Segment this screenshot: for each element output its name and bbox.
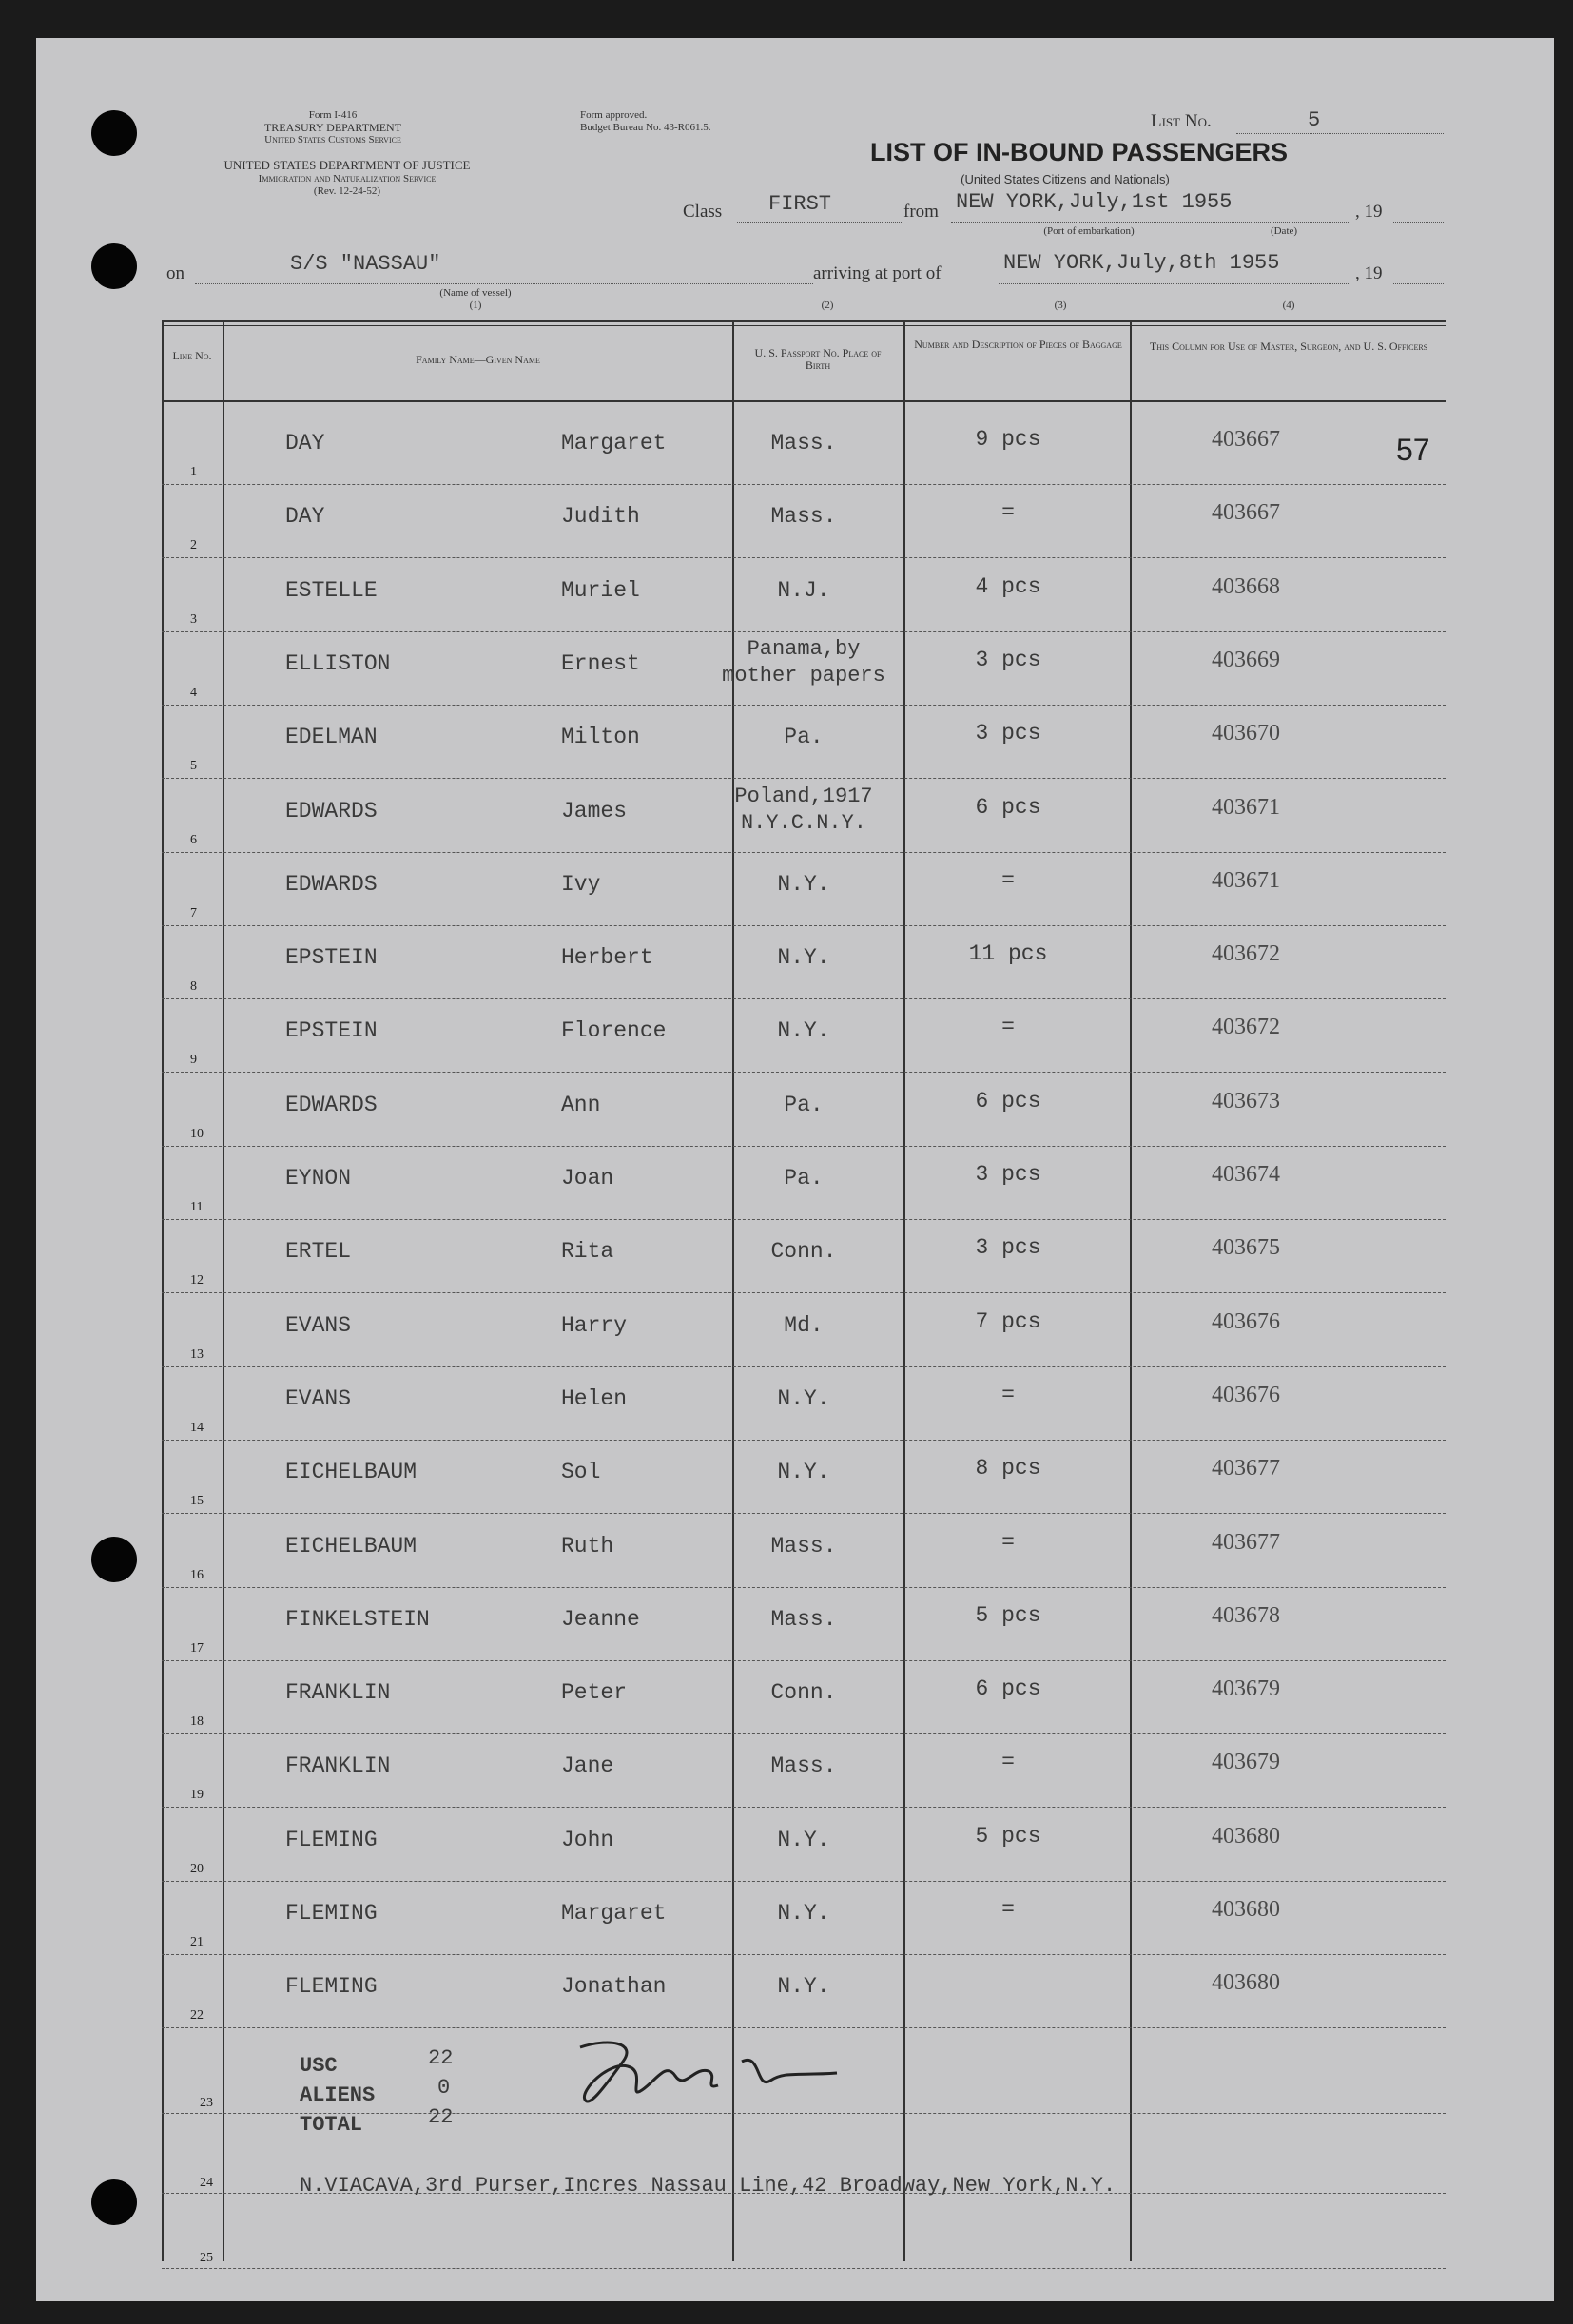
family-name: ESTELLE [285,578,378,603]
row-rule [162,998,1446,999]
col4-num: (4) [1282,300,1295,311]
officer-number: 403668 [1212,574,1280,599]
table-row [162,1296,1446,1369]
baggage-count: = [1001,1015,1015,1039]
table-row [162,1590,1446,1663]
place-of-birth: Mass. [770,431,837,455]
baggage-count: 11 pcs [968,941,1048,966]
family-name: FLEMING [285,1901,378,1926]
baggage-count: 3 pcs [975,721,1041,746]
baggage-count: = [1001,500,1015,525]
vessel-dots [195,283,813,284]
table-row [162,1811,1446,1884]
officer-number: 403669 [1212,648,1280,672]
officer-number: 403677 [1212,1530,1280,1555]
line-number: 11 [190,1200,204,1214]
baggage-count: = [1001,868,1015,893]
given-name: Florence [561,1018,667,1043]
treasury-dept: TREASURY DEPARTMENT [263,121,402,134]
from-dots [951,222,1350,223]
place-of-birth: Poland,1917 N.Y.C.N.Y. [734,784,873,835]
baggage-count: 3 pcs [975,1162,1041,1187]
officer-number: 403676 [1212,1309,1280,1334]
officer-number: 403680 [1212,1970,1280,1995]
header-bottom-rule [162,400,1446,402]
row-rule [162,1513,1446,1514]
col1-num: (1) [469,300,482,311]
line-number: 23 [200,2096,213,2110]
line-number: 8 [190,979,197,994]
place-of-birth: N.Y. [777,1018,830,1043]
class-dots [737,222,903,223]
place-of-birth: Pa. [784,1166,824,1191]
row-rule [162,925,1446,926]
row-rule [162,1660,1446,1661]
place-of-birth: N.Y. [777,1386,830,1411]
baggage-count: 5 pcs [975,1824,1041,1849]
page-mark: 57 [1396,433,1430,467]
line-number: 1 [190,465,197,479]
table-row [162,1957,1446,2030]
place-of-birth: N.Y. [777,1460,830,1484]
officer-number: 403679 [1212,1750,1280,1774]
row-rule [162,2268,1446,2269]
arriving-year: , 19 [1355,263,1383,283]
line-number: 22 [190,2008,204,2023]
place-of-birth: N.Y. [777,1828,830,1852]
place-of-birth: Pa. [784,1093,824,1117]
row-rule [162,778,1446,779]
line-number: 14 [190,1421,204,1435]
given-name: Ruth [561,1534,614,1559]
officer-number: 403671 [1212,795,1280,820]
baggage-count: = [1001,1383,1015,1407]
family-name: FRANKLIN [285,1753,391,1778]
table-row [162,1075,1446,1149]
officer-number: 403667 [1212,500,1280,525]
punch-hole [91,2179,137,2225]
col3-num: (3) [1054,300,1067,311]
table-row [162,1443,1446,1516]
place-of-birth: Conn. [770,1680,837,1705]
line-number: 5 [190,759,197,773]
family-name: FLEMING [285,1974,378,1999]
line-number: 17 [190,1641,204,1656]
baggage-count: 3 pcs [975,1235,1041,1260]
given-name: Muriel [561,578,640,603]
date-caption: (Date) [1270,225,1298,237]
table-row [162,487,1446,560]
officer-number: 403676 [1212,1383,1280,1407]
given-name: Jonathan [561,1974,667,1999]
family-name: EVANS [285,1386,352,1411]
class-value: FIRST [768,192,832,216]
officer-number: 403677 [1212,1456,1280,1481]
row-rule [162,705,1446,706]
line-number: 4 [190,686,197,700]
family-name: EPSTEIN [285,945,378,970]
table-row [162,561,1446,634]
form-number: Form I-416 [308,109,358,121]
baggage-count: = [1001,1530,1015,1555]
place-of-birth: Mass. [770,1607,837,1632]
baggage-count: 3 pcs [975,648,1041,672]
officer-number: 403672 [1212,941,1280,966]
officer-number: 403667 [1212,427,1280,452]
officer-number: 403671 [1212,868,1280,893]
line-number: 6 [190,833,197,847]
table-top-rule [162,320,1446,322]
place-of-birth: N.Y. [777,945,830,970]
officer-number: 403680 [1212,1897,1280,1922]
arriving-label: arriving at port of [813,263,942,283]
line-number: 25 [200,2251,213,2265]
table-row [162,1222,1446,1295]
officer-number: 403675 [1212,1235,1280,1260]
given-name: Milton [561,725,640,749]
row-rule [162,1146,1446,1147]
row-rule [162,1219,1446,1220]
punch-hole [91,243,137,289]
given-name: Ivy [561,872,601,897]
revision: (Rev. 12-24-52) [313,185,381,197]
punch-hole [91,110,137,156]
place-of-birth: N.Y. [777,1901,830,1926]
family-name: EPSTEIN [285,1018,378,1043]
family-name: ERTEL [285,1239,352,1264]
line-number: 7 [190,906,197,920]
family-name: EDWARDS [285,1093,378,1117]
usc-value: 22 [428,2046,454,2070]
list-number: 5 [1308,108,1321,132]
row-rule [162,631,1446,632]
line-number: 3 [190,612,197,627]
family-name: DAY [285,431,325,455]
given-name: Jane [561,1753,614,1778]
table-row [162,1736,1446,1810]
baggage-count: 9 pcs [975,427,1041,452]
family-name: EDELMAN [285,725,378,749]
given-name: Helen [561,1386,628,1411]
place-of-birth: Conn. [770,1239,837,1264]
place-of-birth: Mass. [770,1753,837,1778]
baggage-count: 6 pcs [975,1676,1041,1701]
given-name: Peter [561,1680,628,1705]
table-row [162,1663,1446,1736]
baggage-count: 6 pcs [975,795,1041,820]
officer-number: 403679 [1212,1676,1280,1701]
given-name: Jeanne [561,1607,640,1632]
baggage-count: 6 pcs [975,1089,1041,1114]
given-name: Margaret [561,1901,667,1926]
place-of-birth: Mass. [770,504,837,529]
given-name: Sol [561,1460,601,1484]
list-dots [1236,133,1444,134]
table-row [162,1884,1446,1957]
family-name: EICHELBAUM [285,1460,418,1484]
aliens-value: 0 [437,2076,451,2100]
purser-line: N.VIACAVA,3rd Purser,Incres Nassau Line,42 Broadway,New York,N.Y. [300,2174,1117,2198]
table-row [162,782,1446,855]
given-name: John [561,1828,614,1852]
vessel-caption: (Name of vessel) [439,287,512,299]
table-row [162,707,1446,781]
table-row [162,634,1446,707]
family-name: DAY [285,504,325,529]
officer-number: 403674 [1212,1162,1280,1187]
line-number: 12 [190,1273,204,1288]
header-name: Family Name—Given Name [416,353,540,366]
officer-number: 403678 [1212,1603,1280,1628]
signature [552,2024,875,2128]
officer-number: 403670 [1212,721,1280,746]
family-name: FLEMING [285,1828,378,1852]
line-number: 2 [190,538,197,552]
row-rule [162,1072,1446,1073]
customs-service: United States Customs Service [264,134,401,145]
table-row [162,414,1446,487]
header-line: Line No. [172,349,212,362]
row-rule [162,1587,1446,1588]
baggage-count: 8 pcs [975,1456,1041,1481]
from-label: from [903,202,939,222]
arriving-value: NEW YORK,July,8th 1955 [1003,251,1280,275]
line-number: 24 [200,2176,213,2190]
place-of-birth: N.J. [777,578,830,603]
baggage-count: 4 pcs [975,574,1041,599]
header-officers: This Column for Use of Master, Surgeon, and U. S. Officers [1149,339,1428,353]
row-rule [162,1733,1446,1734]
year-dots [1393,283,1444,284]
punch-hole [91,1537,137,1582]
baggage-count: = [1001,1750,1015,1774]
row-rule [162,1954,1446,1955]
from-value: NEW YORK,July,1st 1955 [956,190,1233,214]
document-subtitle: (United States Citizens and Nationals) [961,172,1170,186]
family-name: ELLISTON [285,651,391,676]
line-number: 21 [190,1935,204,1949]
given-name: Margaret [561,431,667,455]
given-name: Harry [561,1313,628,1338]
officer-number: 403680 [1212,1824,1280,1849]
justice-dept: UNITED STATES DEPARTMENT OF JUSTICE [223,158,471,172]
officer-number: 403672 [1212,1015,1280,1039]
family-name: EDWARDS [285,872,378,897]
table-row [162,928,1446,1001]
row-rule [162,1440,1446,1441]
vessel-name: S/S "NASSAU" [290,252,441,276]
line-number: 15 [190,1494,204,1508]
baggage-count: 5 pcs [975,1603,1041,1628]
family-name: FRANKLIN [285,1680,391,1705]
line-number: 16 [190,1568,204,1582]
form-approved: Form approved. [580,109,648,121]
row-rule [162,484,1446,485]
family-name: EYNON [285,1166,352,1191]
family-name: EVANS [285,1313,352,1338]
line-number: 20 [190,1862,204,1876]
table-row [162,1369,1446,1443]
table-row [162,1149,1446,1222]
given-name: Joan [561,1166,614,1191]
given-name: Ann [561,1093,601,1117]
officer-number: 403673 [1212,1089,1280,1114]
baggage-count: = [1001,1897,1015,1922]
given-name: Judith [561,504,640,529]
given-name: Rita [561,1239,614,1264]
embark-caption: (Port of embarkation) [1043,225,1135,237]
family-name: EDWARDS [285,799,378,823]
header-baggage: Number and Description of Pieces of Baggage [914,338,1122,351]
ins-service: Immigration and Naturalization Service [258,173,437,184]
given-name: James [561,799,628,823]
line-number: 19 [190,1788,204,1802]
place-of-birth: Md. [784,1313,824,1338]
line-number: 10 [190,1127,204,1141]
table-row [162,1001,1446,1075]
row-rule [162,1292,1446,1293]
total-label: TOTAL [300,2113,363,2137]
row-rule [162,852,1446,853]
usc-label: USC [300,2054,338,2078]
col2-num: (2) [821,300,834,311]
class-label: Class [683,202,723,222]
year-dots [1393,222,1444,223]
line-number: 9 [190,1053,197,1067]
table-top-rule-2 [162,325,1446,326]
family-name: FINKELSTEIN [285,1607,430,1632]
budget-bureau: Budget Bureau No. 43-R061.5. [580,122,711,133]
document-title: LIST OF IN-BOUND PASSENGERS [870,138,1289,166]
given-name: Ernest [561,651,640,676]
row-rule [162,1366,1446,1367]
place-of-birth: Panama,by mother papers [722,637,885,688]
row-rule [162,1881,1446,1882]
family-name: EICHELBAUM [285,1534,418,1559]
place-of-birth: Mass. [770,1534,837,1559]
from-year: , 19 [1355,202,1383,222]
table-row [162,855,1446,928]
given-name: Herbert [561,945,653,970]
line-number: 18 [190,1714,204,1729]
baggage-count: 7 pcs [975,1309,1041,1334]
total-value: 22 [428,2105,454,2129]
place-of-birth: Pa. [784,725,824,749]
header-passport: U. S. Passport No. Place of Birth [754,346,882,372]
row-rule [162,1807,1446,1808]
on-label: on [166,263,184,283]
arriving-dots [999,283,1350,284]
table-row [162,1517,1446,1590]
place-of-birth: N.Y. [777,1974,830,1999]
row-rule [162,557,1446,558]
place-of-birth: N.Y. [777,872,830,897]
line-number: 13 [190,1347,204,1362]
list-label: List No. [1151,111,1212,131]
aliens-label: ALIENS [300,2083,376,2107]
